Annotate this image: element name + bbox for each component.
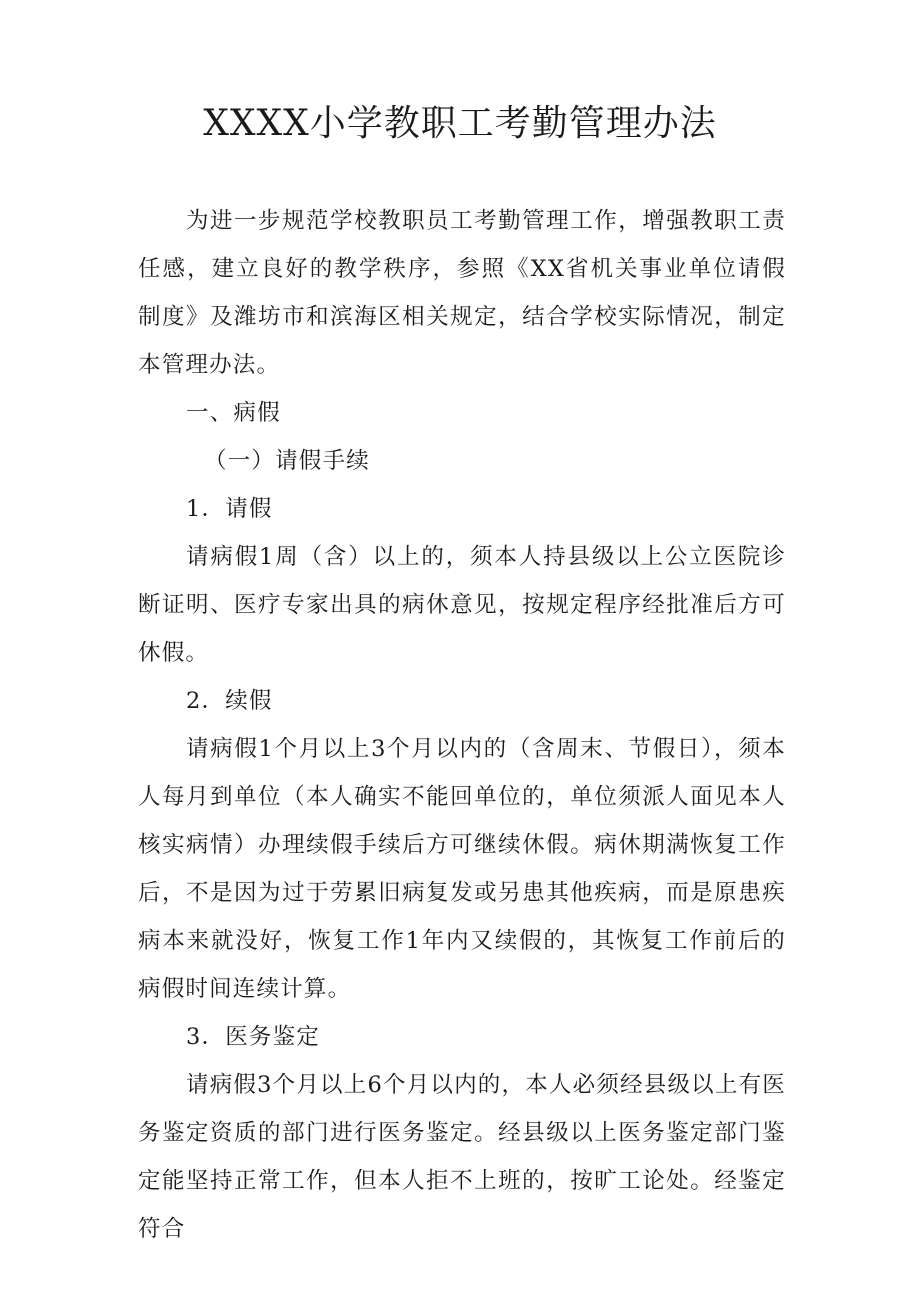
intro-paragraph: 为进一步规范学校教职员工考勤管理工作，增强教职工责任感，建立良好的教学秩序，参照《XX省机关事业单位请假制度》及潍坊市和滨海区相关规定，结合学校实际情况，制定本管理办法。 — [138, 208, 786, 378]
medical-appraisal-paragraph: 请病假3个月以上6个月以内的，本人必须经县级以上有医务鉴定资质的部门进行医务鉴定。经县级以上医务鉴定部门鉴定能坚持正常工作，但本人拒不上班的，按旷工论处。经鉴定符合 — [138, 1072, 786, 1242]
document-title: XXXX小学教职工考勤管理办法 — [203, 103, 717, 144]
section-heading-sick-leave: 一、病假 — [186, 400, 281, 426]
item-heading-extension: 2．续假 — [186, 688, 273, 714]
document-body — [138, 197, 786, 1253]
subsection-heading-procedure: （一）请假手续 — [204, 448, 370, 474]
item-heading-request: 1．请假 — [186, 496, 273, 522]
extension-paragraph: 请病假1个月以上3个月以内的（含周末、节假日），须本人每月到单位（本人确实不能回单位的，单位须派人面见本人核实病情）办理续假手续后方可继续休假。病休期满恢复工作后，不是因为过于劳累旧病复发或另患其他疾病，而是原患疾病本来就没好，恢复工作1年内又续假的，其恢复工作前后的病假时间连续计算。 — [138, 736, 786, 1002]
request-paragraph: 请病假1周（含）以上的，须本人持县级以上公立医院诊断证明、医疗专家出具的病休意见，按规定程序经批准后方可休假。 — [138, 544, 786, 666]
item-heading-medical-appraisal: 3．医务鉴定 — [186, 1024, 321, 1050]
